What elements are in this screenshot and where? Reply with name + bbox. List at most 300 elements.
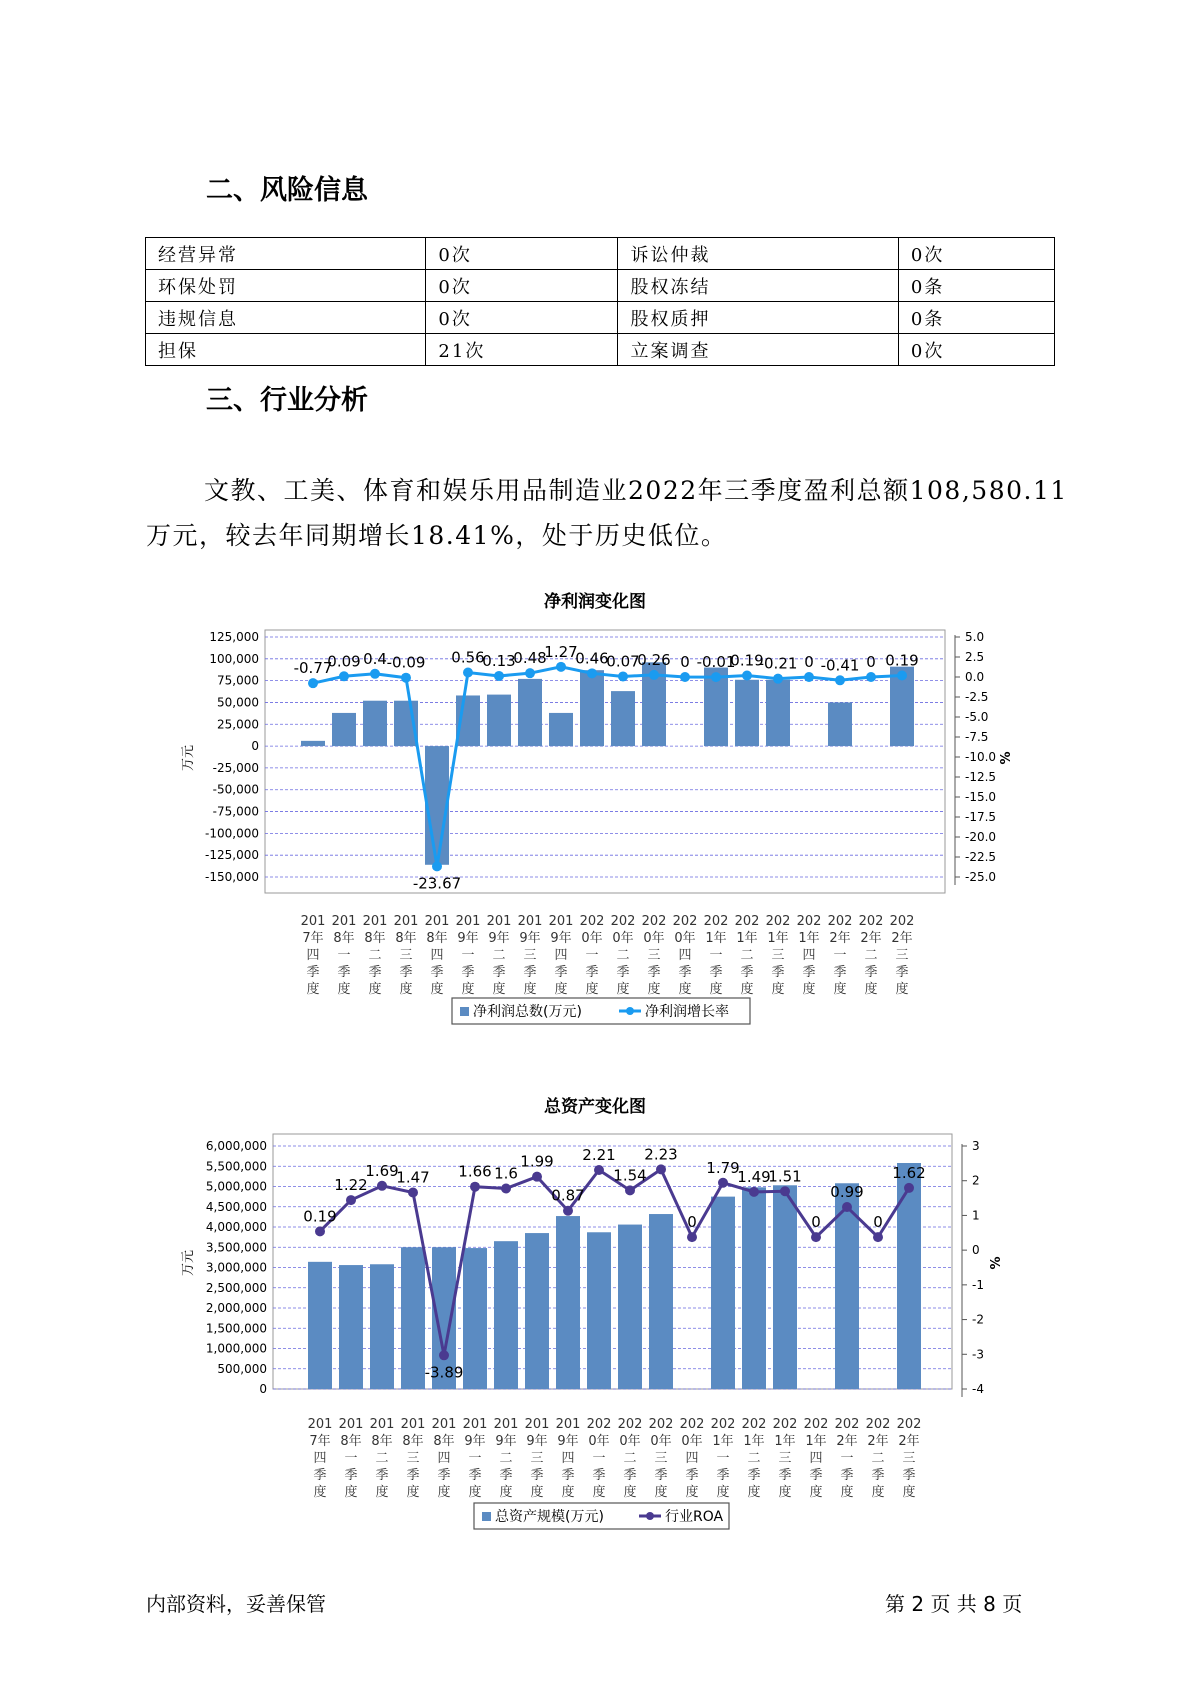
line-point	[370, 669, 380, 679]
risk-item-count: 0次	[898, 238, 1054, 270]
risk-item-label: 环保处罚	[146, 270, 426, 302]
y2-tick-label: 2	[972, 1173, 980, 1188]
x-tick-label: 202	[803, 1417, 829, 1432]
bar	[773, 1185, 797, 1389]
bar	[549, 713, 573, 746]
risk-item-count: 0次	[426, 270, 618, 302]
x-tick-label: 9年	[457, 931, 479, 946]
x-tick-label: 202	[641, 914, 667, 929]
data-label: 1.27	[544, 642, 578, 661]
line-point	[556, 662, 566, 672]
risk-info-table	[145, 237, 1055, 366]
legend-label: 总资产规模(万元)	[495, 1509, 604, 1525]
y-tick-label: 3,500,000	[205, 1240, 267, 1255]
x-tick-label: 202	[827, 914, 853, 929]
y2-tick-label: 2.5	[965, 650, 985, 664]
x-tick-label: 季	[461, 965, 475, 980]
x-tick-label: 季	[740, 965, 754, 980]
net-profit-chart	[0, 590, 1191, 1030]
x-tick-label: 三	[523, 948, 537, 963]
x-tick-label: 季	[492, 965, 506, 980]
x-tick-label: 季	[406, 1468, 420, 1483]
x-tick-label: 度	[802, 982, 816, 997]
x-tick-label: 度	[747, 1485, 761, 1500]
legend-bar-swatch	[460, 1007, 469, 1016]
x-tick-label: 度	[461, 982, 475, 997]
x-tick-label: 季	[716, 1468, 730, 1483]
x-tick-label: 度	[716, 1485, 730, 1500]
x-tick-label: 季	[623, 1468, 637, 1483]
x-tick-label: 201	[462, 1417, 488, 1432]
x-tick-label: 一	[840, 1451, 854, 1466]
x-tick-label: 度	[771, 982, 785, 997]
x-tick-label: 季	[306, 965, 320, 980]
y-tick-label: 75,000	[217, 673, 259, 688]
line-point	[563, 1206, 573, 1216]
x-tick-label: 202	[858, 914, 884, 929]
line-point	[804, 672, 814, 682]
risk-item-label: 违规信息	[146, 302, 426, 334]
y2-tick-label: -2.5	[965, 690, 989, 704]
x-tick-label: 9年	[526, 1434, 548, 1449]
x-tick-label: 202	[617, 1417, 643, 1432]
risk-item-count: 0次	[898, 334, 1054, 366]
y2-tick-label: -20.0	[965, 830, 997, 844]
bar	[339, 1265, 363, 1389]
x-tick-label: 202	[772, 1417, 798, 1432]
x-tick-label: 202	[834, 1417, 860, 1432]
x-tick-label: 201	[400, 1417, 426, 1432]
line-point	[501, 1184, 511, 1194]
x-tick-label: 三	[902, 1451, 916, 1466]
line-point	[346, 1195, 356, 1205]
risk-item-count: 0条	[898, 270, 1054, 302]
y2-tick-label: 5.0	[965, 630, 985, 644]
x-tick-label: 季	[864, 965, 878, 980]
x-tick-label: 8年	[333, 931, 355, 946]
x-tick-label: 四	[685, 1451, 699, 1466]
line-point	[897, 670, 907, 680]
x-tick-label: 7年	[302, 931, 324, 946]
x-tick-label: 8年	[371, 1434, 393, 1449]
y2-tick-label: -12.5	[965, 770, 997, 784]
data-label: 1.51	[768, 1167, 802, 1186]
x-tick-label: 202	[889, 914, 915, 929]
data-label: 1.54	[613, 1166, 647, 1185]
x-tick-label: 四	[430, 948, 444, 963]
y-tick-label: -150,000	[205, 870, 259, 884]
x-tick-label: 二	[616, 948, 630, 963]
x-tick-label: 度	[468, 1485, 482, 1500]
x-tick-label: 1年	[798, 931, 820, 946]
x-tick-label: 202	[579, 914, 605, 929]
x-tick-label: 度	[740, 982, 754, 997]
data-label: 0.56	[451, 648, 485, 667]
risk-table-row	[146, 302, 1055, 334]
x-tick-label: 二	[499, 1451, 513, 1466]
y2-tick-label: -22.5	[965, 850, 997, 864]
x-tick-label: 度	[709, 982, 723, 997]
x-tick-label: 8年	[402, 1434, 424, 1449]
x-tick-label: 季	[802, 965, 816, 980]
x-tick-label: 四	[678, 948, 692, 963]
line-point	[866, 672, 876, 682]
x-tick-label: 二	[375, 1451, 389, 1466]
line-point	[587, 668, 597, 678]
x-tick-label: 202	[610, 914, 636, 929]
line-point	[656, 1164, 666, 1174]
x-tick-label: 一	[833, 948, 847, 963]
x-tick-label: 度	[499, 1485, 513, 1500]
x-tick-label: 度	[492, 982, 506, 997]
y-tick-label: 1,000,000	[205, 1341, 267, 1356]
x-tick-label: 二	[492, 948, 506, 963]
x-tick-label: 201	[307, 1417, 333, 1432]
x-tick-label: 度	[592, 1485, 606, 1500]
x-tick-label: 季	[840, 1468, 854, 1483]
x-tick-label: 度	[306, 982, 320, 997]
legend-point-swatch	[626, 1007, 634, 1015]
risk-table-row	[146, 238, 1055, 270]
x-tick-label: 季	[685, 1468, 699, 1483]
bar	[580, 670, 604, 746]
risk-item-label: 股权质押	[618, 302, 898, 334]
x-tick-label: 202	[679, 1417, 705, 1432]
x-tick-label: 二	[623, 1451, 637, 1466]
line-point	[525, 668, 535, 678]
x-tick-label: 季	[592, 1468, 606, 1483]
x-tick-label: 季	[313, 1468, 327, 1483]
data-label: 0.26	[637, 650, 671, 669]
data-label: 2.21	[582, 1145, 616, 1164]
y2-tick-label: 0	[972, 1243, 980, 1258]
x-tick-label: 季	[468, 1468, 482, 1483]
x-tick-label: 一	[592, 1451, 606, 1466]
x-tick-label: 季	[771, 965, 785, 980]
data-label: 0	[680, 653, 690, 671]
data-label: 1.22	[334, 1176, 368, 1195]
x-tick-label: 四	[437, 1451, 451, 1466]
bar	[735, 680, 759, 746]
x-tick-label: 度	[437, 1485, 451, 1500]
x-tick-label: 三	[406, 1451, 420, 1466]
bar	[556, 1216, 580, 1389]
x-tick-label: 202	[734, 914, 760, 929]
y-tick-label: 125,000	[209, 630, 259, 644]
x-tick-label: 季	[647, 965, 661, 980]
x-tick-label: 度	[840, 1485, 854, 1500]
x-tick-label: 9年	[550, 931, 572, 946]
y-tick-label: 1,500,000	[205, 1321, 267, 1336]
x-tick-label: 四	[809, 1451, 823, 1466]
x-tick-label: 季	[809, 1468, 823, 1483]
x-tick-label: 四	[802, 948, 816, 963]
data-label: 0.87	[551, 1186, 585, 1205]
x-tick-label: 202	[741, 1417, 767, 1432]
x-tick-label: 季	[430, 965, 444, 980]
data-label: -0.21	[758, 654, 798, 673]
x-tick-label: 季	[523, 965, 537, 980]
data-label: 1.66	[458, 1162, 492, 1181]
x-tick-label: 201	[369, 1417, 395, 1432]
x-tick-label: 一	[344, 1451, 358, 1466]
line-point	[618, 671, 628, 681]
x-tick-label: 四	[313, 1451, 327, 1466]
x-tick-label: 202	[710, 1417, 736, 1432]
risk-item-count: 0次	[426, 238, 618, 270]
y2-tick-label: -1	[972, 1277, 984, 1292]
x-tick-label: 1年	[712, 1434, 734, 1449]
x-tick-label: 8年	[395, 931, 417, 946]
y-tick-label: 0	[251, 739, 259, 754]
y-tick-label: 3,000,000	[205, 1260, 267, 1275]
bar	[332, 713, 356, 746]
section-title-industry: 三、行业分析	[206, 385, 368, 416]
x-tick-label: 8年	[433, 1434, 455, 1449]
x-tick-label: 二	[864, 948, 878, 963]
x-tick-label: 度	[871, 1485, 885, 1500]
bar	[649, 1214, 673, 1389]
bar	[463, 1248, 487, 1389]
x-tick-label: 201	[362, 914, 388, 929]
bar	[828, 702, 852, 746]
y-tick-label: 50,000	[217, 695, 259, 710]
y-tick-label: 5,500,000	[205, 1159, 267, 1174]
x-tick-label: 三	[530, 1451, 544, 1466]
chart-legend	[474, 1503, 729, 1529]
y2-tick-label: -5.0	[965, 710, 989, 724]
x-tick-label: 0年	[650, 1434, 672, 1449]
series-line	[313, 667, 902, 867]
x-tick-label: 201	[555, 1417, 581, 1432]
data-label: 0	[687, 1213, 697, 1232]
data-label: 0	[804, 653, 814, 671]
x-tick-label: 201	[455, 914, 481, 929]
x-tick-label: 三	[399, 948, 413, 963]
x-tick-label: 季	[585, 965, 599, 980]
data-label: 1.69	[365, 1161, 399, 1180]
line-point	[780, 1186, 790, 1196]
x-tick-label: 8年	[426, 931, 448, 946]
y-tick-label: 500,000	[217, 1361, 267, 1376]
line-point	[773, 674, 783, 684]
risk-item-count: 0次	[426, 302, 618, 334]
y2-tick-label: -3	[972, 1347, 984, 1362]
x-tick-label: 0年	[643, 931, 665, 946]
line-point	[594, 1165, 604, 1175]
line-point	[842, 1202, 852, 1212]
y2-tick-label: -15.0	[965, 790, 997, 804]
x-tick-label: 度	[895, 982, 909, 997]
y-tick-label: 0	[259, 1382, 267, 1396]
data-label: 1.49	[737, 1167, 771, 1186]
legend-point-swatch	[646, 1512, 654, 1520]
data-label: -0.41	[820, 656, 860, 675]
x-tick-label: 9年	[557, 1434, 579, 1449]
line-point	[749, 1187, 759, 1197]
data-label: 1.79	[706, 1158, 740, 1177]
risk-table-row	[146, 334, 1055, 366]
risk-table-row	[146, 270, 1055, 302]
x-tick-label: 201	[393, 914, 419, 929]
bar	[487, 695, 511, 746]
x-tick-label: 季	[747, 1468, 761, 1483]
x-tick-label: 三	[647, 948, 661, 963]
line-point	[680, 672, 690, 682]
x-tick-label: 201	[548, 914, 574, 929]
x-tick-label: 度	[313, 1485, 327, 1500]
x-tick-label: 201	[431, 1417, 457, 1432]
x-tick-label: 一	[461, 948, 475, 963]
data-label: 0.46	[575, 649, 609, 668]
data-label: 1.99	[520, 1152, 554, 1171]
x-tick-label: 四	[306, 948, 320, 963]
risk-item-label: 立案调查	[618, 334, 898, 366]
x-tick-label: 二	[747, 1451, 761, 1466]
x-tick-label: 季	[678, 965, 692, 980]
line-point	[470, 1182, 480, 1192]
x-tick-label: 季	[375, 1468, 389, 1483]
y-tick-label: -50,000	[212, 782, 259, 797]
data-label: 2.23	[644, 1145, 678, 1164]
data-label: -23.67	[412, 874, 462, 893]
x-tick-label: 季	[871, 1468, 885, 1483]
data-label: 0.19	[730, 651, 764, 670]
x-tick-label: 0年	[681, 1434, 703, 1449]
x-tick-label: 1年	[805, 1434, 827, 1449]
data-label: 1.47	[396, 1168, 430, 1187]
x-tick-label: 度	[864, 982, 878, 997]
x-tick-label: 度	[337, 982, 351, 997]
x-tick-label: 度	[654, 1485, 668, 1500]
x-tick-label: 季	[344, 1468, 358, 1483]
data-label: 0.99	[830, 1183, 864, 1202]
x-tick-label: 度	[809, 1485, 823, 1500]
x-tick-label: 季	[895, 965, 909, 980]
x-tick-label: 季	[530, 1468, 544, 1483]
data-label: -0.77	[293, 659, 333, 678]
bar	[401, 1247, 425, 1389]
line-point	[835, 675, 845, 685]
total-assets-chart	[0, 1095, 1191, 1555]
data-label: 0.13	[482, 651, 516, 670]
legend-bar-swatch	[482, 1512, 491, 1521]
x-tick-label: 1年	[774, 1434, 796, 1449]
x-tick-label: 二	[740, 948, 754, 963]
x-tick-label: 202	[703, 914, 729, 929]
x-tick-label: 季	[437, 1468, 451, 1483]
y-axis-title: 万元	[181, 744, 196, 772]
y-tick-label: -125,000	[205, 848, 259, 863]
x-tick-label: 202	[765, 914, 791, 929]
x-tick-label: 一	[468, 1451, 482, 1466]
data-label: 0	[873, 1213, 883, 1232]
x-tick-label: 度	[561, 1485, 575, 1500]
line-point	[494, 671, 504, 681]
x-tick-label: 二	[871, 1451, 885, 1466]
y-tick-label: 4,500,000	[205, 1199, 267, 1214]
bar	[525, 1233, 549, 1389]
x-tick-label: 度	[406, 1485, 420, 1500]
x-tick-label: 一	[709, 948, 723, 963]
line-point	[811, 1232, 821, 1242]
line-point	[432, 861, 442, 871]
bar	[711, 1197, 735, 1389]
x-tick-label: 0年	[619, 1434, 641, 1449]
line-point	[463, 668, 473, 678]
data-label: 0.19	[303, 1207, 337, 1226]
chart-title: 净利润变化图	[544, 592, 646, 612]
x-tick-label: 一	[585, 948, 599, 963]
industry-summary-paragraph: 文教、工美、体育和娱乐用品制造业2022年三季度盈利总额108,580.11万元，较去年同期增长18.41%，处于历史低位。	[146, 476, 1068, 550]
y2-tick-label: -17.5	[965, 810, 997, 824]
x-tick-label: 三	[895, 948, 909, 963]
x-tick-label: 三	[778, 1451, 792, 1466]
x-tick-label: 季	[709, 965, 723, 980]
y-tick-label: -75,000	[212, 804, 259, 819]
data-label: 0.09	[327, 652, 361, 671]
x-tick-label: 度	[585, 982, 599, 997]
x-tick-label: 2年	[829, 931, 851, 946]
x-tick-label: 季	[778, 1468, 792, 1483]
bar	[301, 741, 325, 746]
line-point	[532, 1172, 542, 1182]
x-tick-label: 8年	[364, 931, 386, 946]
data-label: 0	[866, 653, 876, 671]
x-tick-label: 度	[678, 982, 692, 997]
line-point	[718, 1178, 728, 1188]
bar	[766, 680, 790, 746]
bar	[897, 1163, 921, 1389]
x-tick-label: 度	[778, 1485, 792, 1500]
x-tick-label: 四	[554, 948, 568, 963]
x-tick-label: 201	[524, 1417, 550, 1432]
x-tick-label: 度	[902, 1485, 916, 1500]
data-label: 0.07	[606, 652, 640, 671]
x-tick-label: 度	[430, 982, 444, 997]
x-tick-label: 度	[833, 982, 847, 997]
x-tick-label: 202	[586, 1417, 612, 1432]
line-point	[315, 1226, 325, 1236]
x-tick-label: 2年	[898, 1434, 920, 1449]
y2-tick-label: -7.5	[965, 730, 989, 744]
x-tick-label: 201	[300, 914, 326, 929]
y-tick-label: -100,000	[205, 826, 259, 841]
x-tick-label: 8年	[340, 1434, 362, 1449]
legend-label: 净利润总数(万元)	[473, 1004, 582, 1020]
x-tick-label: 1年	[767, 931, 789, 946]
risk-item-label: 股权冻结	[618, 270, 898, 302]
risk-item-count: 21次	[426, 334, 618, 366]
x-tick-label: 2年	[867, 1434, 889, 1449]
x-tick-label: 7年	[309, 1434, 331, 1449]
x-tick-label: 季	[399, 965, 413, 980]
chart-legend	[452, 998, 750, 1024]
y2-tick-label: 0.0	[965, 670, 985, 684]
x-tick-label: 202	[672, 914, 698, 929]
line-point	[308, 678, 318, 688]
x-tick-label: 季	[368, 965, 382, 980]
x-tick-label: 二	[368, 948, 382, 963]
x-tick-label: 202	[796, 914, 822, 929]
bar	[611, 691, 635, 746]
line-point	[439, 1350, 449, 1360]
x-tick-label: 202	[648, 1417, 674, 1432]
x-tick-label: 季	[554, 965, 568, 980]
y2-tick-label: -4	[972, 1382, 984, 1396]
line-point	[408, 1187, 418, 1197]
x-tick-label: 201	[493, 1417, 519, 1432]
